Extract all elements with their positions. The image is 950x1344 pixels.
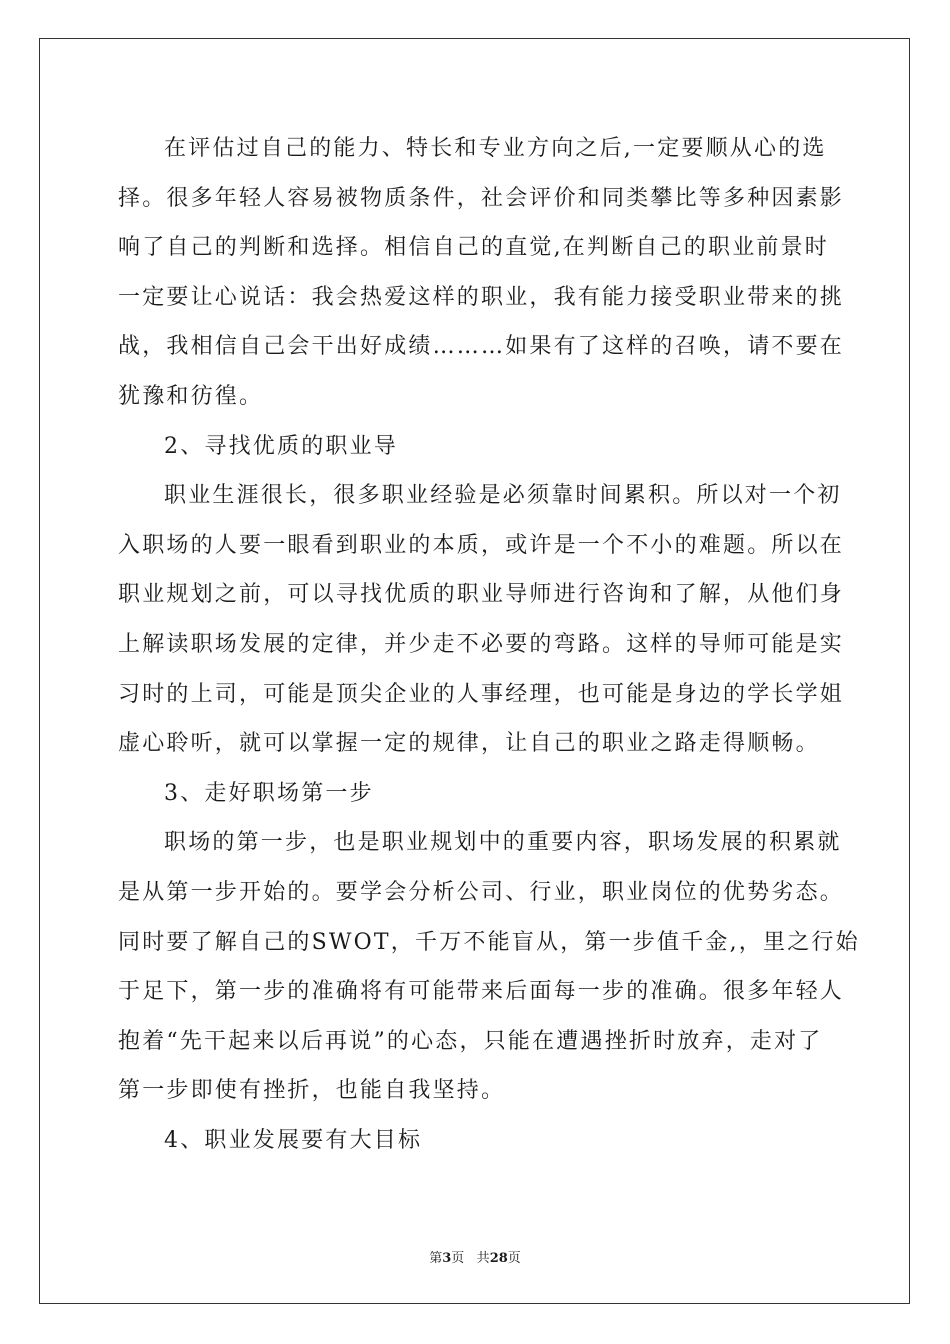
page-number: 3 (442, 1251, 452, 1266)
paragraph-line: 在评估过自己的能力、特长和专业方向之后,一定要顺从心的选 (164, 136, 827, 161)
paragraph-line: 职场的第一步，也是职业规划中的重要内容，职场发展的积累就 (164, 830, 842, 856)
section-heading: 2、寻找优质的职业导 (164, 433, 398, 459)
page-footer (0, 1247, 950, 1266)
paragraph-line: 习时的上司，可能是顶尖企业的人事经理，也可能是身边的学长学姐 (118, 681, 845, 707)
paragraph-line: 战，我相信自己会干出好成绩………如果有了这样的召唤，请不要在 (118, 334, 845, 360)
paragraph-line: 第一步即使有挫折，也能自我坚持。 (118, 1078, 506, 1104)
paragraph-line: 上解读职场发展的定律，并少走不必要的弯路。这样的导师可能是实 (118, 631, 845, 657)
total-suffix: 页 (507, 1251, 521, 1266)
section-heading: 3、走好职场第一步 (164, 780, 374, 806)
total-prefix: 共 (476, 1251, 490, 1266)
paragraph-line: 职业规划之前，可以寻找优质的职业导师进行咨询和了解，从他们身 (118, 582, 845, 608)
paragraph-line: 响了自己的判断和选择。相信自己的直觉,在判断自己的职业前景时 (118, 235, 829, 261)
paragraph-line: 入职场的人要一眼看到职业的本质，或许是一个不小的难题。所以在 (118, 532, 845, 558)
paragraph-line: 抱着“先干起来以后再说”的心态，只能在遭遇挫折时放弃，走对了 (118, 1028, 823, 1054)
paragraph-line: 犹豫和彷徨。 (118, 383, 264, 409)
paragraph-line: 同时要了解自己的SWOT，千万不能盲从，第一步值千金,，里之行始 (118, 929, 860, 955)
page-prefix: 第 (429, 1251, 443, 1266)
paragraph-line: 一定要让心说话：我会热爱这样的职业，我有能力接受职业带来的挑 (118, 284, 845, 310)
section-heading: 4、职业发展要有大目标 (164, 1127, 423, 1153)
document-body (118, 124, 860, 1165)
page-suffix: 页 (451, 1251, 465, 1266)
paragraph-line: 职业生涯很长，很多职业经验是必须靠时间累积。所以对一个初 (164, 483, 842, 509)
paragraph-line: 是从第一步开始的。要学会分析公司、行业，职业岗位的优势劣态。 (118, 879, 845, 905)
paragraph-line: 虚心聆听，就可以掌握一定的规律，让自己的职业之路走得顺畅。 (118, 731, 820, 757)
paragraph-line: 择。很多年轻人容易被物质条件，社会评价和同类攀比等多种因素影 (118, 185, 845, 211)
total-pages: 28 (489, 1251, 508, 1266)
paragraph-line: 于足下，第一步的准确将有可能带来后面每一步的准确。很多年轻人 (118, 979, 845, 1005)
